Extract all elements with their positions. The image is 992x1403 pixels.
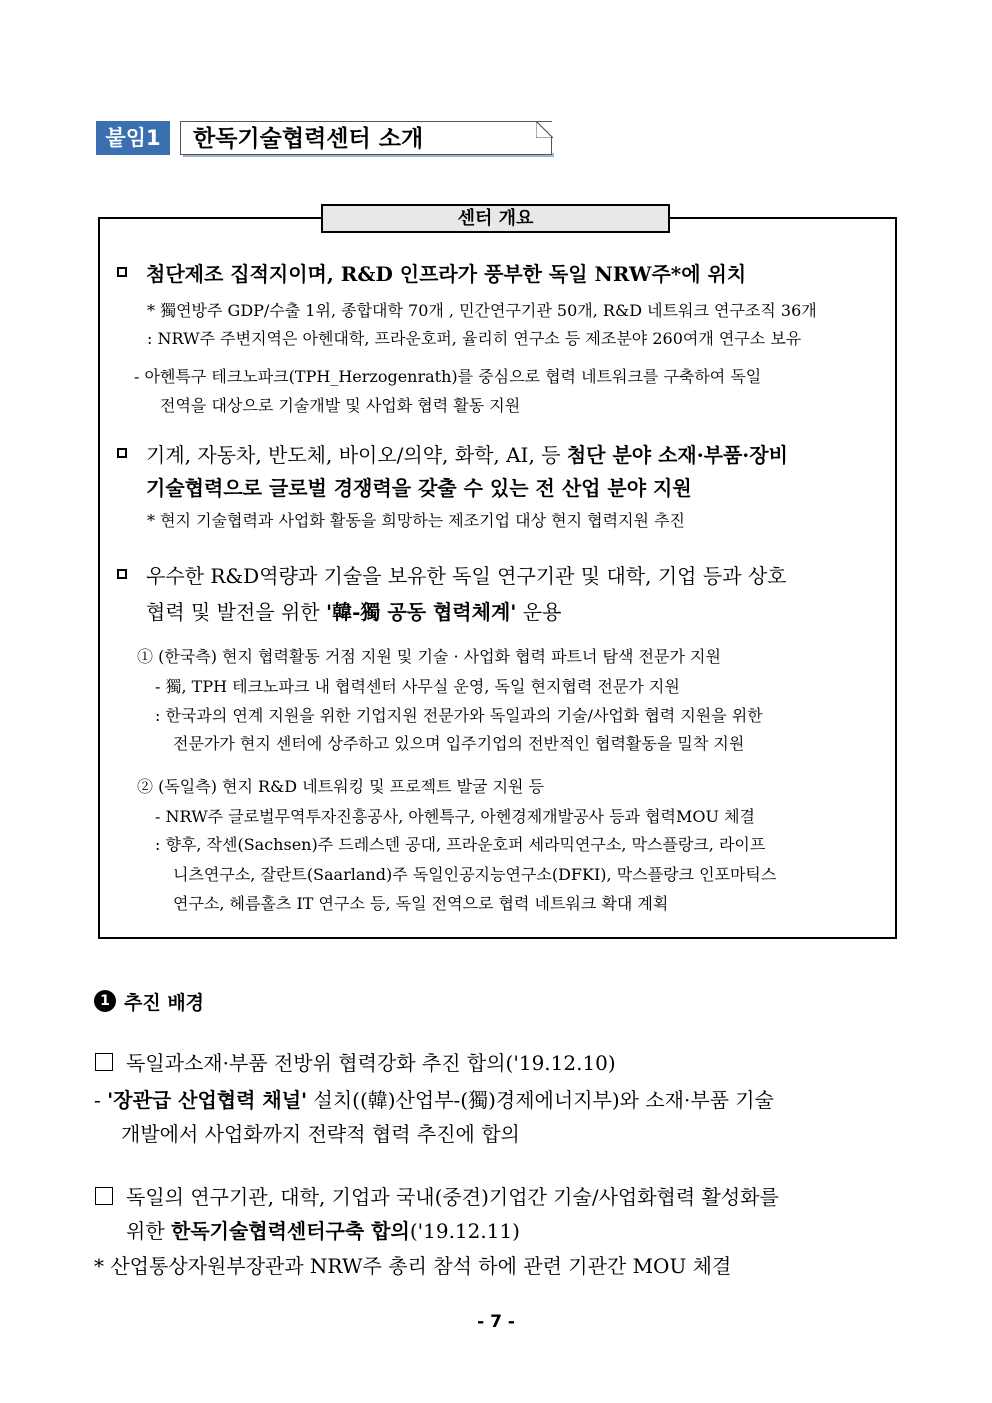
s2-line1-bold: 첨단 분야 소재·부품·장비 bbox=[566, 443, 788, 467]
germany-side-colon3: 연구소, 헤름홀츠 IT 연구소 등, 독일 전역으로 협력 네트워크 확대 계획 bbox=[173, 894, 669, 913]
germany-side-colon1: : 향후, 작센(Sachsen)주 드레스덴 공대, 프라운호퍼 세라믹연구소, 막스플랑크, 라이프 bbox=[155, 835, 766, 854]
bg-p2-line2 bbox=[126, 1215, 520, 1244]
germany-side-colon2: 니츠연구소, 잘란트(Saarland)주 독일인공지능연구소(DFKI), 막스플랑크 인포마틱스 bbox=[173, 865, 777, 884]
korea-side-dash: - 獨, TPH 테크노파크 내 협력센터 사무실 운영, 독일 현지협력 전문가 지원 bbox=[155, 677, 680, 696]
s2-line1 bbox=[146, 439, 788, 468]
page-number: - 7 - bbox=[477, 1312, 515, 1332]
s2-note: * 현지 기술협력과 사업화 활동을 희망하는 제조기업 대상 현지 협력지원 추진 bbox=[147, 511, 685, 530]
s2-line1-plain: 기계, 자동차, 반도체, 바이오/의약, 화학, AI, 등 bbox=[146, 443, 567, 467]
s2-line2: 기술협력으로 글로벌 경쟁력을 갖출 수 있는 전 산업 분야 지원 bbox=[146, 476, 692, 500]
bg-p2-line2-plain: 위한 bbox=[126, 1219, 171, 1243]
background-title: 추진 배경 bbox=[124, 992, 205, 1014]
bg-p2-line2-end: ('19.12.11) bbox=[409, 1219, 520, 1243]
s3-line2-plain: 협력 및 발전을 위한 bbox=[146, 600, 326, 624]
page-title: 한독기술협력센터 소개 bbox=[193, 126, 424, 152]
bg-p1-dash-line2: 개발에서 사업화까지 전략적 협력 추진에 합의 bbox=[121, 1122, 520, 1146]
square-bullet-icon bbox=[117, 448, 127, 458]
s3-line1: 우수한 R&D역량과 기술을 보유한 독일 연구기관 및 대학, 기업 등과 상호 bbox=[146, 564, 787, 588]
bg-p1-dash-bold: '장관급 산업협력 채널' bbox=[107, 1088, 308, 1112]
s1-title: 첨단제조 집적지이며, R&D 인프라가 풍부한 독일 NRW주*에 위치 bbox=[146, 262, 747, 286]
bg-p2-line2-bold: 한독기술협력센터구축 합의 bbox=[171, 1219, 410, 1243]
s1-dash2: 전역을 대상으로 기술개발 및 사업화 협력 활동 지원 bbox=[160, 396, 521, 415]
s1-note1: * 獨연방주 GDP/수출 1위, 종합대학 70개 , 민간연구기관 50개, R&D 네트워크 연구조직 36개 bbox=[147, 301, 817, 320]
germany-side-item: ② (독일측) 현지 R&D 네트워킹 및 프로젝트 발굴 지원 등 bbox=[137, 777, 545, 796]
bg-note: * 산업통상자원부장관과 NRW주 총리 참석 하에 관련 기관간 MOU 체결 bbox=[94, 1254, 732, 1278]
overview-label: 센터 개요 bbox=[321, 204, 670, 233]
germany-side-dash: - NRW주 글로벌무역투자진흥공사, 아헨특구, 아헨경제개발공사 등과 협력MOU 체결 bbox=[155, 807, 755, 826]
s1-dash1: - 아헨특구 테크노파크(TPH_Herzogenrath)를 중심으로 협력 네트워크를 구축하여 독일 bbox=[134, 367, 762, 386]
s3-line2 bbox=[146, 596, 561, 625]
dash-mark: - bbox=[94, 1088, 108, 1112]
title-box bbox=[180, 121, 552, 155]
korea-side-item: ① (한국측) 현지 협력활동 거점 지원 및 기술 · 사업화 협력 파트너 탐색 전문가 지원 bbox=[137, 647, 721, 666]
section-number-badge: 1 bbox=[94, 990, 116, 1012]
s1-note2: : NRW주 주변지역은 아헨대학, 프라운호퍼, 율리히 연구소 등 제조분야 260여개 연구소 보유 bbox=[147, 329, 802, 348]
korea-side-colon1: : 한국과의 연계 지원을 위한 기업지원 전문가와 독일과의 기술/사업화 협력 지원을 위한 bbox=[155, 706, 763, 725]
s3-line2-bold: '韓-獨 공동 협력체계' bbox=[326, 600, 517, 624]
bg-p1: 독일과소재·부품 전방위 협력강화 추진 합의('19.12.10) bbox=[126, 1051, 616, 1075]
folded-corner-icon bbox=[536, 121, 553, 138]
attachment-tag: 붙임1 bbox=[96, 121, 170, 155]
square-bullet-icon bbox=[117, 267, 127, 277]
bg-p2-line1: 독일의 연구기관, 대학, 기업과 국내(중견)기업간 기술/사업화협력 활성화를 bbox=[126, 1185, 779, 1209]
checkbox-square-icon bbox=[95, 1053, 113, 1071]
korea-side-colon2: 전문가가 현지 센터에 상주하고 있으며 입주기업의 전반적인 협력활동을 밀착 지원 bbox=[173, 734, 745, 753]
bg-p1-dash-plain: 설치((韓)산업부-(獨)경제에너지부)와 소재·부품 기술 bbox=[307, 1088, 774, 1112]
s3-line2-end: 운용 bbox=[516, 600, 562, 624]
bg-p1-dash bbox=[94, 1084, 774, 1113]
square-bullet-icon bbox=[117, 569, 127, 579]
title-box-edge bbox=[551, 137, 552, 155]
checkbox-square-icon bbox=[95, 1187, 113, 1205]
